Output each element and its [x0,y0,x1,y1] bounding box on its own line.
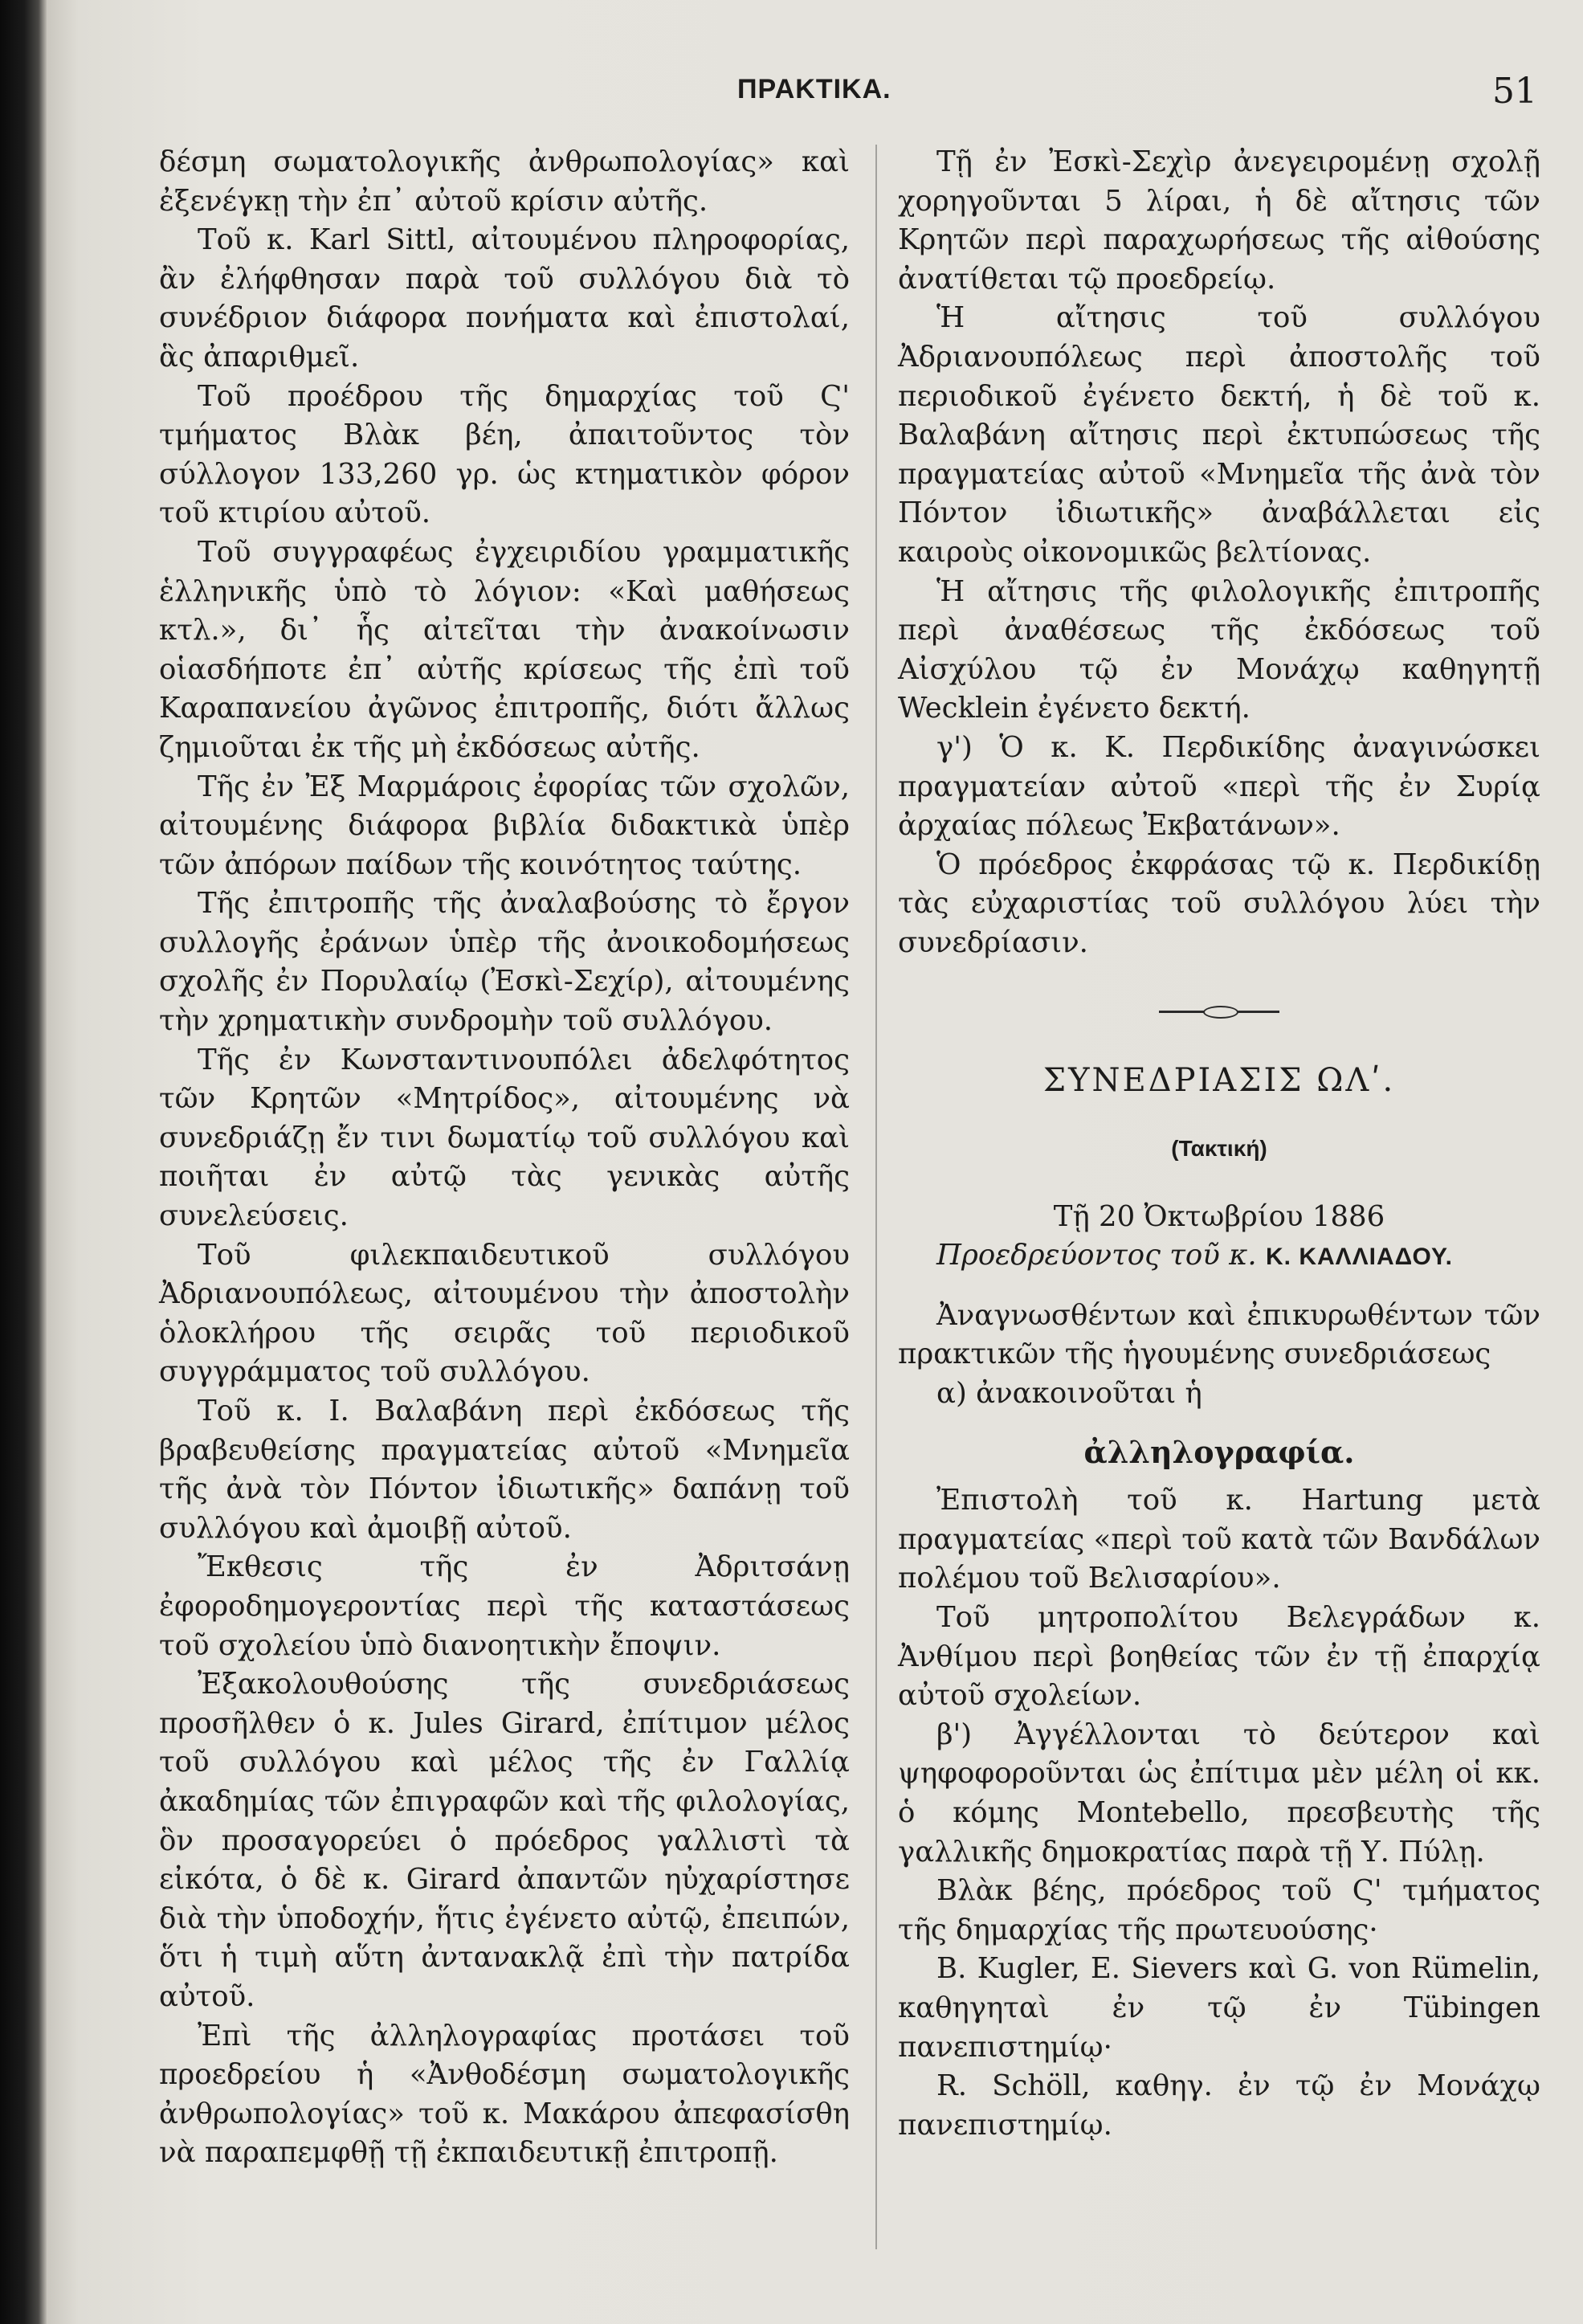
paragraph: Τοῦ προέδρου τῆς δημαρχίας τοῦ Ϛ' τμήματος Βλὰκ βέη, ἀπαιτοῦντος τὸν σύλλογον 133,260 γρ. ὡς κτηματικὸν φόρον τοῦ κτιρίου αὐτοῦ. [159,379,850,530]
paragraph: Ἔκθεσις τῆς ἐν Ἀδριτσάνῃ ἐφοροδημογεροντίας περὶ τῆς καταστάσεως τοῦ σχολείου ὑπὸ διανοητικὴν ἔποψιν. [159,1550,850,1662]
paragraph: Ἐξακολουθούσης τῆς συνεδριάσεως προσῆλθεν ὁ κ. Jules Girard, ἐπίτιμον μέλος τοῦ συλλόγου καὶ μέλος τῆς ἐν Γαλλίᾳ ἀκαδημίας τῶν ἐπιγραφῶν καὶ τῆς φιλολογίας, ὃν προσαγορεύει ὁ πρόεδρος γαλλιστὶ τὰ εἰκότα, ὁ δὲ κ. Girard ἀπαντῶν ηὐχαρίστησε διὰ τὴν ὑποδοχήν, ἥτις ἐγένετο αὐτῷ, ἐπειπών, ὅτι ἡ τιμὴ αὕτη ἀντανακλᾷ ἐπὶ τὴν πατρίδα αὐτοῦ. [159,1668,850,2013]
session-date: Τῇ 20 Ὀκτωβρίου 1886 [1053,1199,1385,1233]
paragraph: Βλὰκ βέης, πρόεδρος τοῦ Ϛ' τμήματος τῆς δημαρχίας τῆς πρωτευούσης· [898,1874,1540,1946]
right-column [898,143,1540,2145]
presiding-prefix: Προεδρεύοντος τοῦ κ. [936,1239,1257,1272]
paragraph: δέσμη σωματολογικῆς ἀνθρωπολογίας» καὶ ἐξενέγκῃ τὴν ἐπ᾽ αὐτοῦ κρίσιν αὐτῆς. [159,145,850,218]
paragraph: Ἐπὶ τῆς ἀλληλογραφίας προτάσει τοῦ προεδρείου ἡ «Ἀνθοδέσμη σωματολογικῆς ἀνθρωπολογίας» τοῦ κ. Μακάρου ἀπεφασίσθη νὰ παραπεμφθῇ τῇ ἐκπαιδευτικῇ ἐπιτροπῇ. [159,2019,850,2170]
presiding-name: Κ. ΚΑΛΛΙΑΔΟΥ. [1266,1244,1453,1271]
page-number: 51 [1492,71,1537,112]
running-head: ΠΡΑΚΤΙΚΑ. [737,74,891,104]
paragraph: Τοῦ κ. Ι. Βαλαβάνη περὶ ἐκδόσεως τῆς βραβευθείσης πραγματείας αὐτοῦ «Μνημεῖα τῆς ἀνὰ τὸν Πόντον ἰδιωτικῆς» δαπάνῃ τοῦ συλλόγου καὶ ἀμοιβῇ αὐτοῦ. [159,1395,850,1545]
paragraph: R. Schöll, καθηγ. ἐν τῷ ἐν Μονάχῳ πανεπιστημίῳ. [898,2069,1540,2142]
paragraph: Τοῦ συγγραφέως ἐγχειριδίου γραμματικῆς ἑλληνικῆς ὑπὸ τὸ λόγιον: «Καὶ μαθήσεως κτλ.», δι᾽ ἧς αἰτεῖται τὴν ἀνακοίνωσιν οἱασδήποτε ἐπ᾽ αὐτῆς κρίσεως τῆς ἐπὶ τοῦ Καραπανείου ἀγῶνος ἐπιτροπῆς, διότι ἄλλως ζημιοῦται ἐκ τῆς μὴ ἐκδόσεως αὐτῆς. [159,535,850,764]
paragraph: Τῇ ἐν Ἐσκὶ-Σεχὶρ ἀνεγειρομένῃ σχολῇ χορηγοῦνται 5 λίραι, ἡ δὲ αἴτησις τῶν Κρητῶν περὶ παραχωρήσεως τῆς αἰθούσης ἀνατίθεται τῷ προεδρείῳ. [898,145,1540,296]
paragraph: Τῆς ἐν Ἐξ Μαρμάροις ἐφορίας τῶν σχολῶν, αἰτουμένης διάφορα βιβλία διδακτικὰ ὑπὲρ τῶν ἀπόρων παίδων τῆς κοινότητος ταύτης. [159,770,850,881]
paragraph: α) ἀνακοινοῦται ἡ [936,1377,1202,1411]
section-ornament [1159,1011,1279,1013]
paragraph: Ἐπιστολὴ τοῦ κ. Hartung μετὰ πραγματείας «περὶ τοῦ κατὰ τῶν Βανδάλων πολέμου τοῦ Βελισαρίου». [898,1484,1540,1595]
column-divider [875,145,877,2249]
session-title: ΣΥΝΕΔΡΙΑΣΙΣ ΩΛʹ. [1042,1062,1396,1100]
presiding-line [898,1236,1540,1277]
paragraph: Ἡ αἴτησις τοῦ συλλόγου Ἀδριανουπόλεως περὶ ἀποστολῆς τοῦ περιοδικοῦ ἐγένετο δεκτή, ἡ δὲ τοῦ κ. Βαλαβάνη αἴτησις περὶ ἐκτυπώσεως τῆς πραγματείας αὐτοῦ «Μνημεῖα τῆς ἀνὰ τὸν Πόντον ἰδιωτικῆς» ἀναβάλλεται εἰς καιροὺς οἰκονομικῶς βελτίονας. [898,301,1540,569]
left-column [159,143,850,2173]
paragraph: Τοῦ μητροπολίτου Βελεγράδων κ. Ἀνθίμου περὶ βοηθείας τῶν ἐν τῇ ἐπαρχίᾳ αὐτοῦ σχολείων. [898,1601,1540,1713]
correspondence-heading: ἀλληλογραφία. [1083,1433,1355,1470]
paragraph: Τῆς ἐπιτροπῆς τῆς ἀναλαβούσης τὸ ἔργον συλλογῆς ἐράνων ὑπὲρ τῆς ἀνοικοδομήσεως σχολῆς ἐν Πορυλαίῳ (Ἐσκὶ-Σεχίρ), αἰτουμένης τὴν χρηματικὴν συνδρομὴν τοῦ συλλόγου. [159,887,850,1038]
session-subtitle: (Τακτική) [1171,1136,1267,1162]
binding-edge [0,0,47,2324]
paragraph: Ἀναγνωσθέντων καὶ ἐπικυρωθέντων τῶν πρακτικῶν τῆς ἡγουμένης συνεδριάσεως [898,1298,1540,1371]
paragraph: γ') Ὁ κ. Κ. Περδικίδης ἀναγινώσκει πραγματείαν αὐτοῦ «περὶ τῆς ἐν Συρίᾳ ἀρχαίας πόλεως Ἐκβατάνων». [898,730,1540,843]
paragraph: Τοῦ φιλεκπαιδευτικοῦ συλλόγου Ἀδριανουπόλεως, αἰτουμένου τὴν ἀποστολὴν ὁλοκλήρου τῆς σειρᾶς τοῦ περιοδικοῦ συγγράμματος τοῦ συλλόγου. [159,1238,850,1389]
paragraph: Τοῦ κ. Karl Sittl, αἰτουμένου πληροφορίας, ἂν ἐλήφθησαν παρὰ τοῦ συλλόγου διὰ τὸ συνέδριον διάφορα πονήματα καὶ ἐπιστολαί, ἃς ἀπαριθμεῖ. [159,223,850,374]
paragraph: B. Kugler, E. Sievers καὶ G. von Rümelin, καθηγηταὶ ἐν τῷ ἐν Tübingen πανεπιστημίῳ· [898,1952,1540,2064]
paragraph: β') Ἀγγέλλονται τὸ δεύτερον καὶ ψηφοφοροῦνται ὡς ἐπίτιμα μὲν μέλη οἱ κκ. ὁ κόμης Montebello, πρεσβευτὴς τῆς γαλλικῆς δημοκρατίας παρὰ τῇ Υ. Πύλῃ. [898,1717,1540,1869]
book-page [47,0,1583,2324]
paragraph: Τῆς ἐν Κωνσταντινουπόλει ἀδελφότητος τῶν Κρητῶν «Μητρίδος», αἰτουμένης νὰ συνεδριάζῃ ἔν τινι δωματίῳ τοῦ συλλόγου καὶ ποιῆται ἐν αὐτῷ τὰς γενικὰς αὐτῆς συνελεύσεις. [159,1043,850,1233]
paragraph: Ἡ αἴτησις τῆς φιλολογικῆς ἐπιτροπῆς περὶ ἀναθέσεως τῆς ἐκδόσεως τοῦ Αἰσχύλου τῷ ἐν Μονάχῳ καθηγητῇ Wecklein ἐγένετο δεκτή. [898,574,1540,725]
paragraph: Ὁ πρόεδρος ἐκφράσας τῷ κ. Περδικίδῃ τὰς εὐχαριστίας τοῦ συλλόγου λύει τὴν συνεδρίασιν. [898,848,1540,959]
